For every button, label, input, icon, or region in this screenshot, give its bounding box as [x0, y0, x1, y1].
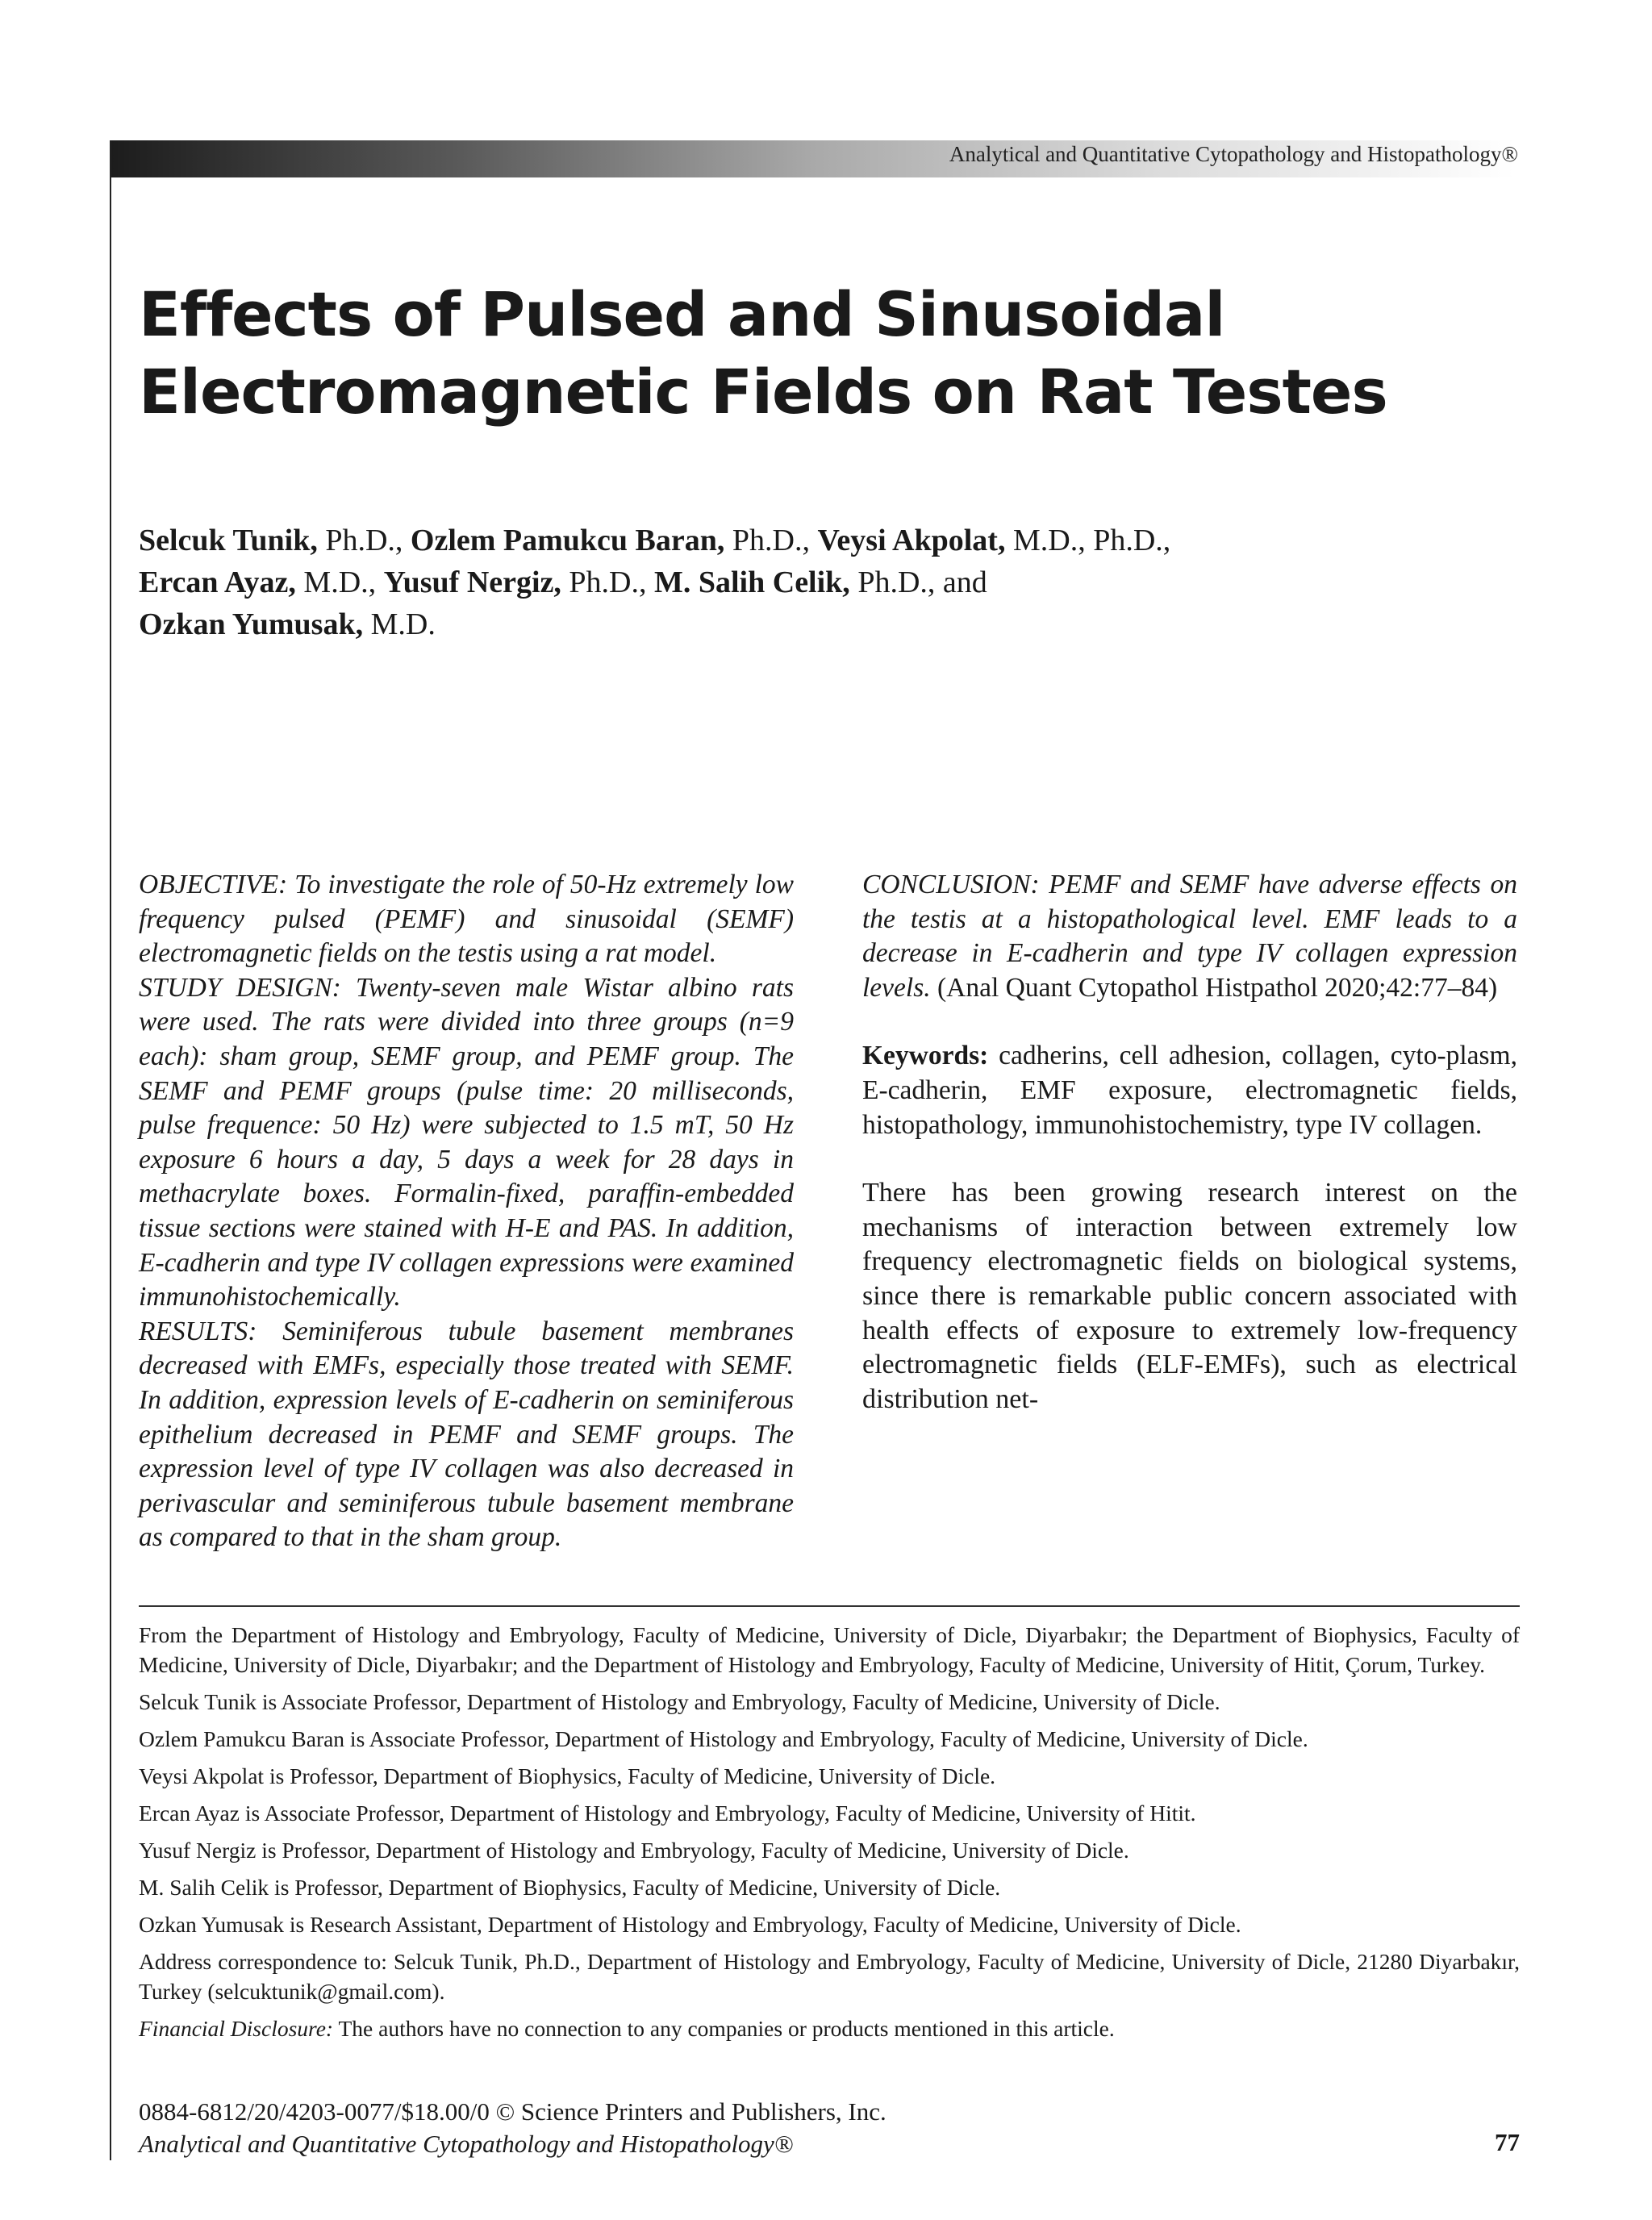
journal-footer-line: Analytical and Quantitative Cytopathology and Histopathology® — [139, 2130, 794, 2158]
footnote-author-bio: Selcuk Tunik is Associate Professor, Department of Histology and Embryology, Faculty of Medicine, University of Dicle. — [139, 1689, 1220, 1714]
author-degree: M.D., — [295, 565, 384, 599]
keywords-label: Keywords: — [862, 1041, 989, 1071]
author-degree: Ph.D., — [317, 524, 411, 557]
financial-disclosure-text: The authors have no connection to any companies or products mentioned in this article. — [333, 2016, 1115, 2041]
footnote-financial-disclosure — [139, 2013, 1520, 2043]
abstract-conclusion — [862, 868, 1517, 1005]
author-name: M. Salih Celik, — [654, 565, 850, 599]
abstract-study-design: STUDY DESIGN: Twenty-seven male Wistar albino rats were used. The rats were divided into three groups (n=9 each): sham group, SEMF group, and PEMF group. The SEMF and PEMF groups (pulse time: 20 milliseconds, pulse frequence: 50 Hz) were subjected to 1.5 mT, 50 Hz exposure 6 hours a day, 5 days a week for 28 days in methacrylate boxes. Formalin-fixed, paraffin-embedded tissue sections were stained with H-E and PAS. In addition, E-cadherin and type IV collagen expressions were examined immunohistochemically. — [139, 972, 794, 1312]
footnote-correspondence: Address correspondence to: Selcuk Tunik, Ph.D., Department of Histology and Embryology, Faculty of Medicine, University of Dicle, 21280 Diyarbakır, Turkey (selcuktunik@gmail.com). — [139, 1949, 1520, 2004]
footnote-author-bio: M. Salih Celik is Professor, Department of Biophysics, Faculty of Medicine, University of Dicle. — [139, 1875, 1001, 1900]
footnote-divider — [139, 1605, 1520, 1607]
author-degree: M.D., Ph.D., — [1005, 524, 1171, 557]
author-name: Yusuf Nergiz, — [383, 565, 561, 599]
body-intro-paragraph: There has been growing research interest on the mechanisms of interaction between extremely low frequency electromagnetic fields on biological systems, since there is remarkable public concern associated with health effects of exposure to extremely low-frequency electromagnetic fields (ELF-EMFs), such as electrical distribution net- — [862, 1178, 1517, 1414]
abstract-citation: (Anal Quant Cytopathol Histpathol 2020;42:77–84) — [930, 972, 1498, 1003]
author-name: Selcuk Tunik, — [139, 524, 318, 557]
title-line-2: Electromagnetic Fields on Rat Testes — [139, 356, 1387, 428]
abstract-conclusion-text: CONCLUSION: PEMF and SEMF have adverse effects on the testis at a histopathological level. EMF leads to a decrease in E-cadherin and type IV collagen expression levels. — [862, 870, 1517, 1003]
article-title — [139, 276, 1510, 431]
footnotes — [139, 1620, 1520, 2051]
footnote-author-bio: Ercan Ayaz is Associate Professor, Department of Histology and Embryology, Faculty of Medicine, University of Hitit. — [139, 1801, 1196, 1826]
right-column — [862, 868, 1517, 1417]
left-margin-rule — [110, 140, 111, 2160]
page-footer — [139, 2096, 1520, 2160]
footnote-author-bio: Ozlem Pamukcu Baran is Associate Professor, Department of Histology and Embryology, Faculty of Medicine, University of Dicle. — [139, 1726, 1308, 1751]
keywords — [862, 1039, 1517, 1142]
author-degree: Ph.D., and — [849, 565, 987, 599]
author-name: Ozlem Pamukcu Baran, — [410, 524, 725, 557]
abstract-objective: OBJECTIVE: To investigate the role of 50-Hz extremely low frequency pulsed (PEMF) and sinusoidal (SEMF) electromagnetic fields on the testis using a rat model. — [139, 870, 794, 969]
author-degree: Ph.D., — [724, 524, 818, 557]
footnote-author-bio: Yusuf Nergiz is Professor, Department of Histology and Embryology, Faculty of Medicine, University of Dicle. — [139, 1838, 1129, 1863]
author-degree: Ph.D., — [561, 565, 654, 599]
title-line-1: Effects of Pulsed and Sinusoidal — [139, 278, 1225, 350]
author-name: Veysi Akpolat, — [817, 524, 1006, 557]
abstract-results: RESULTS: Seminiferous tubule basement membranes decreased with EMFs, especially those treated with SEMF. In addition, expression levels of E-cadherin on seminiferous epithelium decreased in PEMF and SEMF groups. The expression level of type IV collagen was also decreased in perivascular and seminiferous tubule basement membrane as compared to that in the sham group. — [139, 1316, 794, 1553]
footnote-author-bio: Veysi Akpolat is Professor, Department of Biophysics, Faculty of Medicine, University of Dicle. — [139, 1763, 996, 1788]
author-name: Ercan Ayaz, — [139, 565, 296, 599]
page-number: 77 — [1495, 2128, 1520, 2156]
author-degree: M.D. — [363, 607, 436, 641]
abstract-left-column — [139, 868, 794, 1555]
running-head: Analytical and Quantitative Cytopathology and Histopathology® — [949, 142, 1518, 166]
footnote-author-bio: Ozkan Yumusak is Research Assistant, Department of Histology and Embryology, Faculty of Medicine, University of Dicle. — [139, 1912, 1241, 1937]
author-list — [139, 520, 1526, 645]
issn-line: 0884-6812/20/4203-0077/$18.00/0 © Science Printers and Publishers, Inc. — [139, 2097, 886, 2126]
author-name: Ozkan Yumusak, — [139, 607, 364, 641]
footnote-affiliations: From the Department of Histology and Embryology, Faculty of Medicine, University of Dicle, Diyarbakır; the Department of Biophysics, Faculty of Medicine, University of Dicle, Diyarbakır; and the Department of Histology and Embryology, Faculty of Medicine, University of Hitit, Çorum, Turkey. — [139, 1622, 1520, 1677]
keywords-text: cadherins, cell adhesion, collagen, cyto-plasm, E-cadherin, EMF exposure, electromagnetic fields, histopathology, immunohistochemistry, type IV collagen. — [862, 1041, 1517, 1140]
financial-disclosure-label: Financial Disclosure: — [139, 2016, 334, 2041]
